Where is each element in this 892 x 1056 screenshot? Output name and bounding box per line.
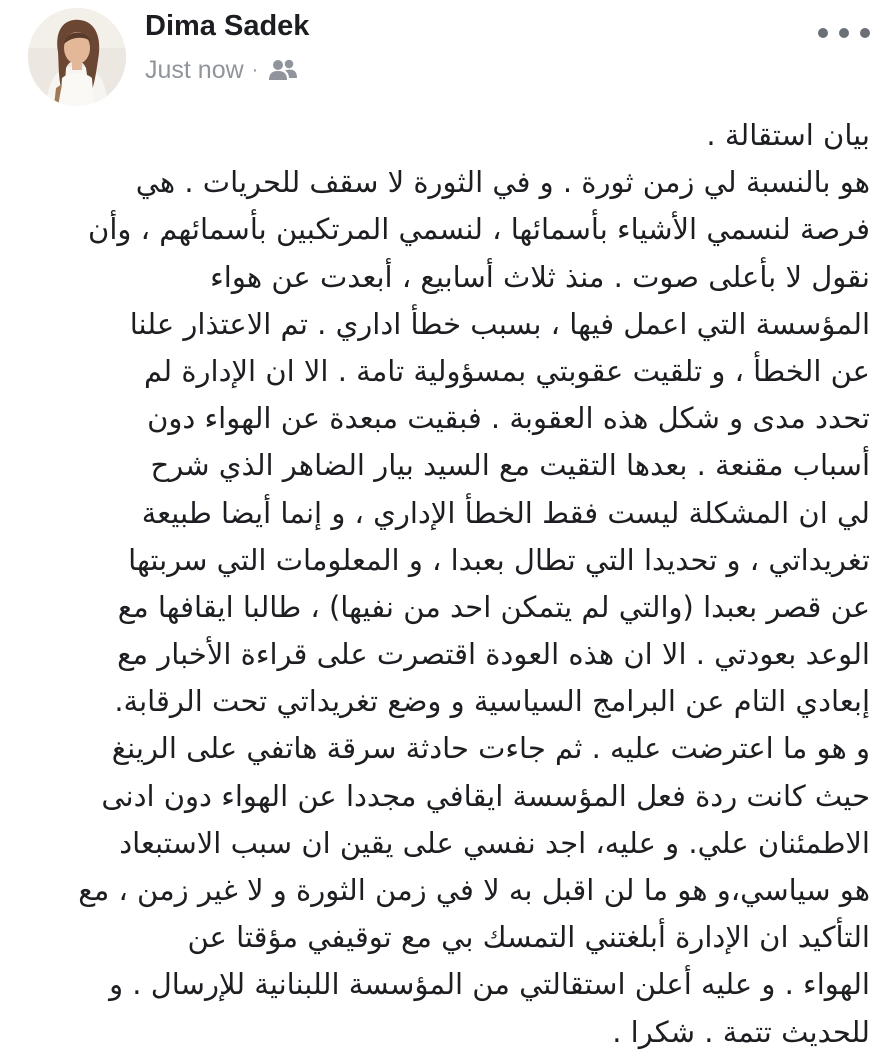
post-message — [34, 112, 870, 1056]
post-text-line: عن قصر بعبدا (والتي لم يتمكن احد من نفيها) ، طالبا ايقافها مع — [117, 589, 870, 624]
post-text-line: لي ان المشكلة ليست فقط الخطأ الإداري ، و إنما أيضا طبيعة — [141, 495, 870, 530]
post-text-line: الهواء . و عليه أعلن استقالتي من المؤسسة اللبنانية للإرسال . و — [109, 967, 870, 1002]
post-text-line: التأكيد ان الإدارة أبلغتني التمسك بي مع توقيفي مؤقتا عن — [187, 920, 870, 955]
more-options-icon[interactable] — [818, 18, 870, 48]
post-text-line: بيان استقالة . — [706, 118, 870, 152]
post-text-line: المؤسسة التي اعمل فيها ، بسبب خطأ اداري . تم الاعتذار علنا — [129, 306, 870, 341]
post-text-line: إبعادي التام عن البرامج السياسية و وضع تغريداتي تحت الرقابة. — [114, 684, 870, 719]
author-name[interactable]: Dima Sadek — [145, 10, 310, 42]
post-header — [0, 0, 892, 110]
post-text-line: تغريداتي ، و تحديدا التي تطال بعبدا ، و المعلومات التي سربتها — [128, 542, 870, 577]
post-text-line: حيث كانت ردة فعل المؤسسة ايقافي مجددا عن الهواء دون ادنى — [101, 778, 870, 813]
post-text-line: أسباب مقنعة . بعدها التقيت مع السيد بيار الضاهر الذي شرح — [150, 448, 870, 483]
post-text-line: هو بالنسبة لي زمن ثورة . و في الثورة لا سقف للحريات . هي — [135, 165, 870, 200]
post-text-line: الاطمئنان علي. و عليه، اجد نفسي على يقين ان سبب الاستبعاد — [119, 825, 870, 860]
post-text-line: هو سياسي،و هو ما لن اقبل به لا في زمن الثورة و لا غير زمن ، مع — [78, 873, 870, 907]
post-timestamp[interactable]: Just now — [145, 55, 244, 84]
post-text-line: فرصة لنسمي الأشياء بأسمائها ، لنسمي المرتكبين بأسمائهم ، وأن — [88, 212, 870, 247]
friends-icon[interactable] — [268, 58, 298, 82]
profile-photo-icon — [28, 8, 126, 106]
post-text-line: الوعد بعودتي . الا ان هذه العودة اقتصرت على قراءة الأخبار مع — [117, 637, 870, 672]
post-text-line: تحدد مدى و شكل هذه العقوبة . فبقيت مبعدة عن الهواء دون — [147, 401, 870, 436]
post-text-line: نقول لا بأعلى صوت . منذ ثلاث أسابيع ، أبعدت عن هواء — [210, 259, 870, 294]
author-avatar[interactable] — [28, 8, 126, 106]
post-text-line: عن الخطأ ، و تلقيت عقوبتي بمسؤولية تامة . الا ان الإدارة لم — [143, 353, 870, 388]
post-text-line: للحديث تتمة . شكرا . — [612, 1014, 870, 1049]
post-text-line: و هو ما اعترضت عليه . ثم جاءت حادثة سرقة هاتفي على الرينغ — [111, 731, 870, 766]
meta-separator: · — [251, 58, 259, 81]
post-meta — [145, 54, 298, 86]
